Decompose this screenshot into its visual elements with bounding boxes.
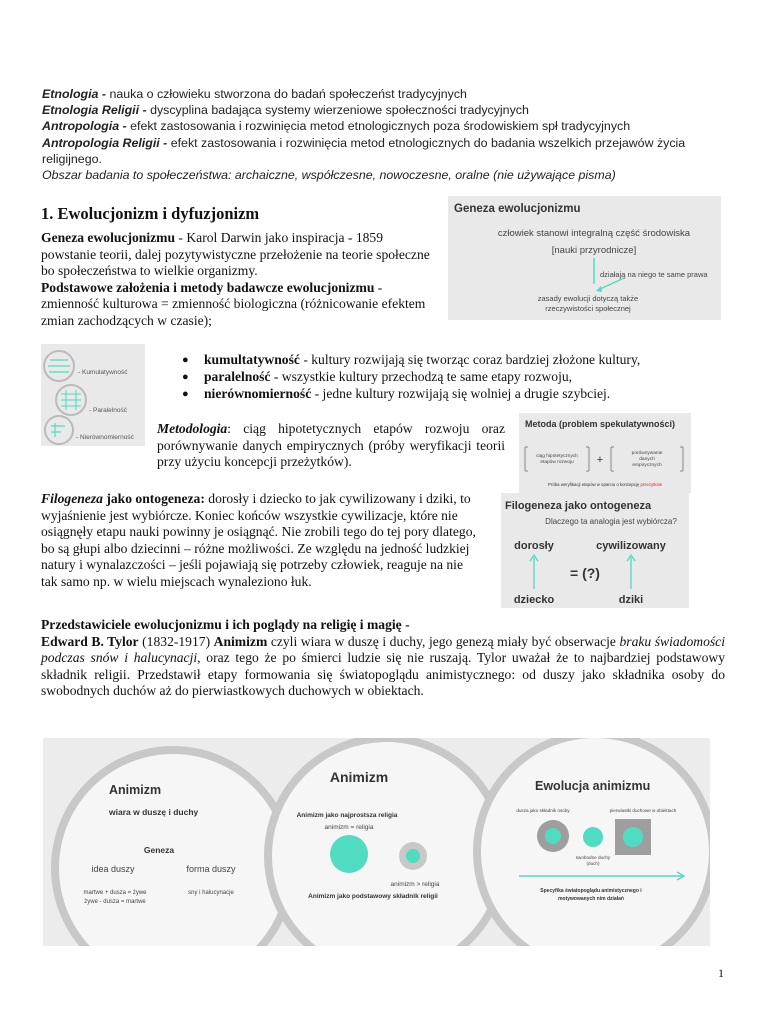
c2-eq: animizm = religia: [324, 824, 374, 831]
slide-geneza-svg: [448, 196, 721, 320]
geneza-paragraph: Geneza ewolucjonizmu - Karol Darwin jako inspiracja - 1859 powstanie teorii, dalej pozytywistyczne przełożenie na teorie społeczne bo społeczeństwa to wielkie organizmy. Podstawowe założenia i metody badawcze ewolucjonizmu - zmienność kulturowa = zmienność biologiczna (różnicowanie efektem zmian zachodzących w czasie);: [41, 230, 430, 328]
slide-metoda-svg: [519, 413, 691, 493]
bracket-left-1: [525, 447, 528, 471]
c3-bottom2: motywowanych nim działań: [558, 896, 624, 902]
c3-bottom1: Specyfika światopoglądu animistycznego i: [540, 888, 642, 894]
circle-nierownomiernosc-lines: [51, 423, 65, 437]
list-item-paralelnosc: ● paralelność - wszystkie kultury przechodzą te same etapy rozwoju,: [180, 369, 720, 386]
c1-sub: wiara w duszę i duchy: [109, 807, 199, 817]
list-item-nierownomiernosc: ● nierównomierność - jedne kultury rozwijają się wolniej a drugie szybciej.: [180, 386, 720, 403]
circle-nierownomiernosc: [45, 416, 73, 444]
slide-geneza-arrow-label: działają na niego te same prawa: [600, 270, 708, 279]
label-kumulatywnosc: - Kumulatywność: [78, 369, 128, 376]
metoda-box1-line1: ciąg hipotetycznych: [536, 454, 578, 459]
slide-geneza-line2: [nauki przyrodnicze]: [551, 245, 637, 256]
c3-label1: dusza jako składnik osoby: [516, 808, 570, 813]
c2-title: Animizm: [329, 769, 389, 785]
circle-kumulatywnosc-lines: [48, 360, 70, 372]
slide-filogeneza: [501, 493, 689, 608]
c1-forma: forma duszy: [186, 864, 236, 874]
metoda-box2-line2: danych: [639, 457, 655, 462]
slide-filo-cywilizowany: cywilizowany: [596, 540, 666, 552]
c2-gt: animizm > religia: [390, 881, 440, 888]
definitions-block: [42, 86, 732, 183]
label-nierownomiernosc: - Nierównomierność: [76, 434, 134, 441]
c2-teal-circle: [330, 835, 368, 873]
filogeneza-paragraph: Filogeneza jako ontogeneza: dorosły i dziecko to jak cywilizowany i dziki, to wyjaśnienie jest wybiórcze. Koniec końców wszystkie cywilizacje, które nie osiągnęły etapu nauki powinny je osiągnąć. Nie zrobili tego do tej pory dlatego, bo są głupi albo dziecinni – różne możliwości. Ze względu na jedność ludzkiej natury i wynalazczości – jeśli pojawiają się potrzeby człowiek, reaguje na nie tak samo np. w wielu miejscach wynaleziono łuk.: [41, 491, 476, 589]
c2-bottom: Animizm jako podstawowy składnik religii: [308, 893, 438, 900]
bracket-left-2: [611, 447, 614, 471]
slide-circles-svg: [41, 344, 145, 446]
slide-filo-eq: = (?): [570, 565, 600, 581]
metoda-box2-line3: empirycznych: [632, 463, 662, 468]
slide-geneza-bottom1: zasady ewolucji dotyczą także: [537, 294, 639, 303]
slide-geneza-arrow-diag: [598, 278, 624, 290]
slide-geneza-arrowhead: [596, 286, 602, 292]
slide-filo-dziecko: dziecko: [513, 594, 555, 606]
c3-label3a: swobodne duchy: [575, 855, 611, 860]
przedstawiciele-block: [41, 617, 725, 700]
c1-title: Animizm: [109, 783, 162, 797]
c1-formula2: żywe - dusza = martwe: [84, 899, 146, 905]
metoda-box2-line1: porównywanie: [631, 451, 663, 456]
slide-animizm-svg: [43, 738, 710, 946]
slide-metoda: [519, 413, 691, 493]
features-list: [180, 352, 720, 402]
page-number: 1: [718, 966, 724, 980]
slide-geneza-line1: człowiek stanowi integralną część środowiska: [497, 228, 691, 239]
przedstawiciele-heading: Przedstawiciele ewolucjonizmu i ich poglądy na religię i magię -: [41, 617, 410, 632]
label-paralelnosc: - Paralelność: [89, 407, 127, 414]
section-title: 1. Ewolucjonizm i dyfuzjonizm: [41, 204, 260, 223]
metodologia-paragraph: Metodologia: ciąg hipotetycznych etapów rozwoju oraz porównywanie danych empirycznych (próby weryfikacji teorii przy użyciu koncepcji przeżytków).: [157, 421, 505, 470]
c3-label2: pierwiastki duchowe w obiektach: [609, 808, 677, 813]
definition-antropologia-religii: Antropologia Religii - efekt zastosowania i rozwinięcia metod etnologicznych do badania wszelkich przejawów życia religijnego.: [42, 135, 686, 166]
slide-geneza-bottom2: rzeczywistości społecznej: [545, 304, 631, 313]
slide-filo-title: Filogeneza jako ontogeneza: [505, 500, 652, 512]
circle-paralelnosc-lines: [61, 390, 81, 410]
slide-three-circles: [41, 344, 145, 446]
tylor-paragraph: Edward B. Tylor (1832-1917) Animizm czyli wiara w duszę i duchy, jego genezą miały być obserwacje braku świadomości podczas snów i halucynacji, oraz tego że po śmierci ludzie się nie ruszają. Tylor uważał że to najbardziej podstawowy składnik religii. Przedstawił etapy formowania się światopoglądu animistycznego: od duszy jako składnika osoby do swobodnych duchów aż do pierwiastkowych duchowych w obiektach.: [41, 633, 725, 699]
obszar-badania: Obszar badania to społeczeństwa: archaiczne, współczesne, nowoczesne, oralne (nie używające pisma): [42, 168, 616, 183]
slide-filo-question: Dlaczego ta analogia jest wybiórcza?: [545, 517, 677, 526]
definition-etnologia-religii: Etnologia Religii - dyscyplina badająca systemy wierzeniowe społeczności tradycyjnych: [42, 103, 529, 118]
c1-formula1: martwe + dusza = żywe: [83, 890, 147, 896]
slide-filo-dziki: dziki: [618, 594, 644, 606]
slide-animizm: [43, 738, 710, 946]
c3-square-teal: [623, 827, 643, 847]
slide-filogeneza-svg: [501, 493, 689, 608]
c1-idea: idea duszy: [91, 864, 135, 874]
list-item-kumultatywnosc: ● kumultatywność - kultury rozwijają się tworząc coraz bardziej złożone kultury,: [180, 352, 720, 369]
metoda-footer: Próba weryfikacji etapów w oparciu o koncepcję przeżytków: [548, 482, 662, 487]
metoda-box1-line2: etapów rozwoju: [540, 460, 574, 465]
c3-label3b: (duch): [586, 861, 600, 866]
c3-teal-circle: [583, 827, 603, 847]
c3-title: Ewolucja animizmu: [535, 779, 651, 793]
slide-metoda-title: Metoda (problem spekulatywności): [525, 419, 676, 429]
c2-sub: Animizm jako najprostsza religia: [296, 812, 398, 819]
bracket-right-2: [680, 447, 683, 471]
metoda-plus: +: [596, 454, 604, 466]
bracket-right-1: [586, 447, 589, 471]
c3-inner-teal: [545, 828, 561, 844]
c1-geneza: Geneza: [143, 845, 175, 855]
c1-sny: sny i halucynacje: [188, 890, 234, 896]
slide-geneza-title: Geneza ewolucjonizmu: [454, 203, 581, 215]
slide-geneza-ewolucjonizmu: [448, 196, 721, 320]
slide-filo-dorosly: dorosły: [514, 540, 554, 552]
definition-etnologia: Etnologia - nauka o człowieku stworzona do badań społeczeńst tradycyjnych: [42, 87, 467, 101]
definition-antropologia: Antropologia - efekt zastosowania i rozwinięcia metod etnologicznych poza środowiskiem spł tradycyjnych: [42, 119, 631, 134]
c2-inner-teal-circle: [406, 849, 420, 863]
